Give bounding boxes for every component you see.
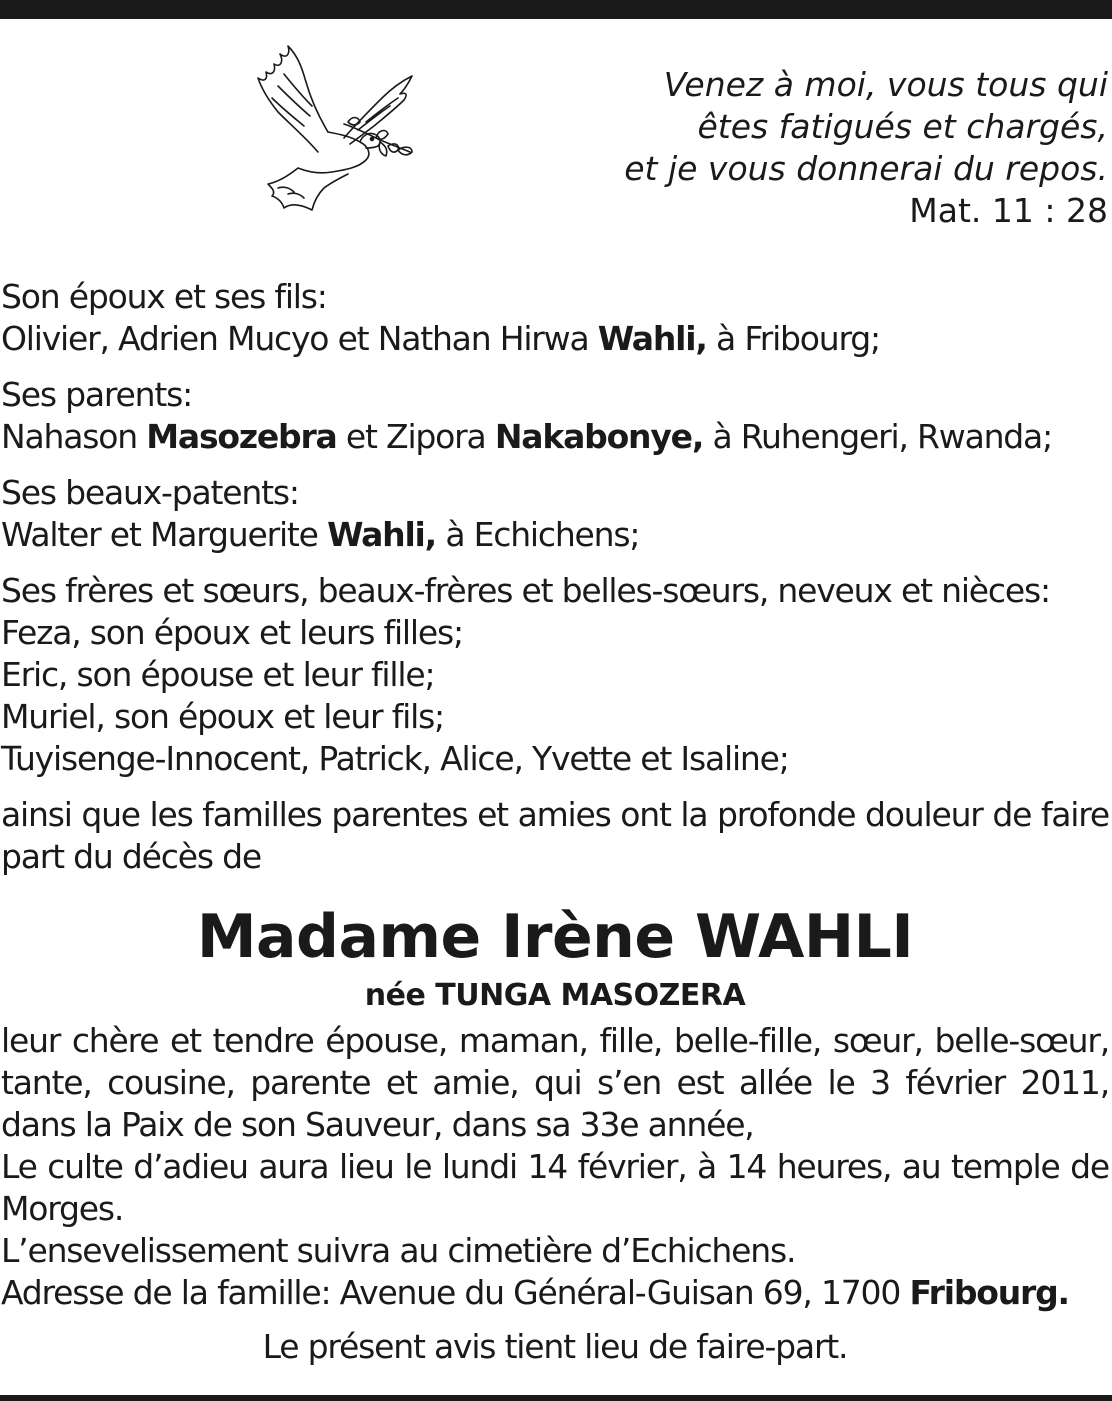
dove-with-olive-branch-icon xyxy=(248,42,420,214)
burial-text: L’ensevelissement suivra au cimetière d’Echichens. xyxy=(1,1231,796,1270)
verse-line: Venez à moi, vous tous qui xyxy=(663,65,1108,104)
service-text: Le culte d’adieu aura lieu le lundi 14 février, à 14 heures, au temple de Morges. xyxy=(1,1147,1109,1228)
family-line: Feza, son époux et leurs filles; xyxy=(1,613,463,652)
surname-text: Wahli, xyxy=(597,319,707,358)
place-text: à Fribourg; xyxy=(716,319,880,358)
address-text: Adresse de la famille: Avenue du Général-Guisan 69, 1700 xyxy=(1,1273,901,1312)
surname-text: Masozebra xyxy=(146,417,337,456)
names-text: Nahason xyxy=(1,417,137,456)
parents-section xyxy=(1,374,1109,458)
place-text: à Echichens; xyxy=(445,515,640,554)
address-city: Fribourg. xyxy=(909,1273,1069,1312)
family-line xyxy=(1,416,1109,458)
section-heading: Ses parents: xyxy=(1,375,193,414)
verse-line: et je vous donnerai du repos. xyxy=(624,149,1108,188)
spouse-section xyxy=(1,276,1109,360)
deceased-name: Madame Irène WAHLI xyxy=(196,902,914,972)
place-text: à Ruhengeri, Rwanda; xyxy=(712,417,1053,456)
maiden-name: née TUNGA MASOZERA xyxy=(364,978,746,1013)
bottom-border xyxy=(0,1395,1112,1401)
closing-note: Le présent avis tient lieu de faire-part. xyxy=(262,1327,848,1366)
section-heading: Son époux et ses fils: xyxy=(1,277,327,316)
names-text: et Zipora xyxy=(345,417,486,456)
names-text: Walter et Marguerite xyxy=(1,515,318,554)
family-line xyxy=(1,318,1109,360)
obituary-body xyxy=(1,276,1109,1368)
section-heading: Ses frères et sœurs, beaux-frères et belles-sœurs, neveux et nièces: xyxy=(1,571,1050,610)
family-line: Muriel, son époux et leur fils; xyxy=(1,697,444,736)
surname-text: Wahli, xyxy=(327,515,437,554)
family-line: Tuyisenge-Innocent, Patrick, Alice, Yvette et Isaline; xyxy=(1,739,789,778)
siblings-section xyxy=(1,570,1109,780)
verse-reference: Mat. 11 : 28 xyxy=(909,191,1108,230)
description-text: leur chère et tendre épouse, maman, fille, belle-fille, sœur, belle-sœur, tante, cousine, parente et amie, qui s’en est allée le 3 février 2011, dans la Paix de son Sauveur, dans sa 33e année, xyxy=(1,1021,1109,1144)
inlaws-section xyxy=(1,472,1109,556)
family-line xyxy=(1,514,1109,556)
family-line: Eric, son épouse et leur fille; xyxy=(1,655,435,694)
surname-text: Nakabonye, xyxy=(494,417,704,456)
family-address xyxy=(1,1272,1109,1314)
verse-line: êtes fatigués et chargés, xyxy=(697,107,1108,146)
bible-verse xyxy=(508,64,1108,232)
announcement-text: ainsi que les familles parentes et amies ont la profonde douleur de faire part du décès de xyxy=(1,795,1109,876)
section-heading: Ses beaux-patents: xyxy=(1,473,299,512)
names-text: Olivier, Adrien Mucyo et Nathan Hirwa xyxy=(1,319,589,358)
top-border xyxy=(0,0,1112,19)
